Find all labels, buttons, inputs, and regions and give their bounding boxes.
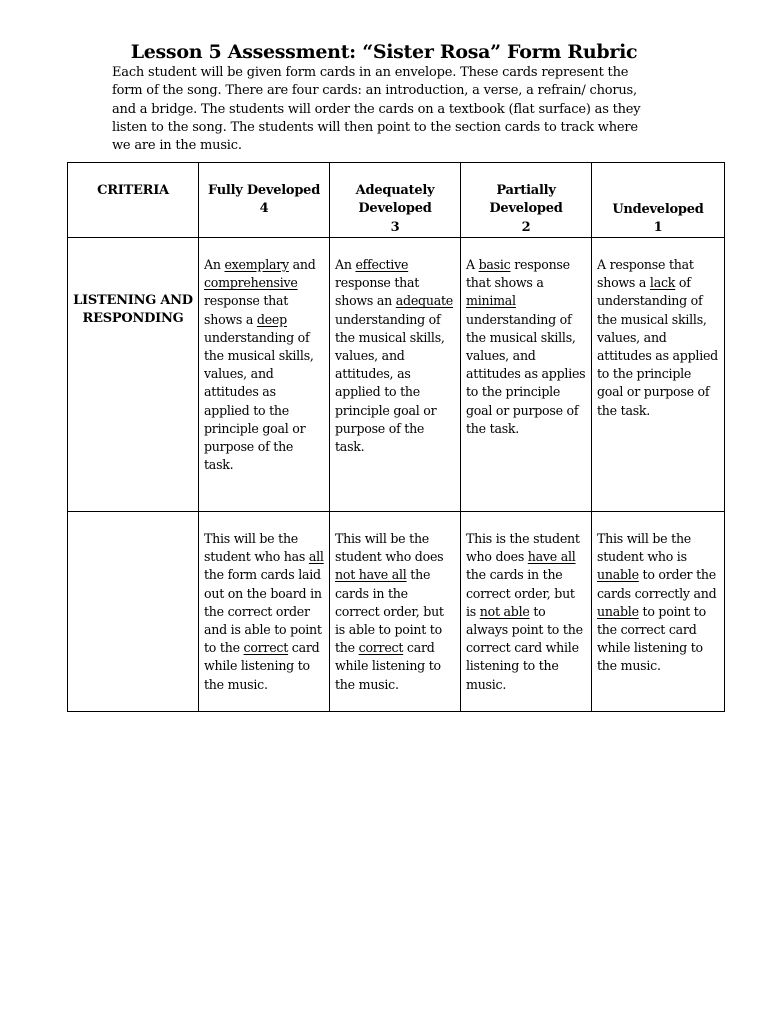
header-full-label: Fully Developed xyxy=(207,183,321,198)
cell-r2-undev xyxy=(592,512,725,712)
underlined-text: minimal xyxy=(466,293,516,309)
text-run: An xyxy=(204,257,225,272)
text-run: response that shows an xyxy=(335,275,420,309)
row-label-empty xyxy=(68,512,198,566)
text-run: to point to the correct card while listening to the music. xyxy=(597,603,706,674)
underlined-text: effective xyxy=(355,257,409,272)
header-adeq-score: 3 xyxy=(390,219,400,235)
text-run: the form cards laid out on the board in the correct order and is able to point to the xyxy=(204,567,322,656)
text-run: card while listening to the music. xyxy=(335,640,441,692)
cell-r2-adeq xyxy=(330,512,461,712)
underlined-text: unable xyxy=(597,603,639,619)
text-run: understanding of the musical skills, values, and attitudes as applied to the principle goal or purpose of the task. xyxy=(204,329,314,473)
text-run: card while listening to the music. xyxy=(204,640,320,692)
cell-r2-part xyxy=(461,512,592,712)
cell-r2-full xyxy=(199,512,330,712)
underlined-text: correct xyxy=(243,640,289,656)
underlined-text: comprehensive xyxy=(204,275,298,291)
text-run: This will be the student who does xyxy=(335,531,444,565)
header-partially-developed xyxy=(461,163,592,238)
text-run: This is the student who does xyxy=(466,531,580,565)
cell-r1-part xyxy=(461,238,592,512)
text-run: An xyxy=(335,257,356,272)
text-run: and xyxy=(288,257,316,272)
header-adeq-label-1: Adequately xyxy=(355,183,435,198)
underlined-text: not able xyxy=(479,603,530,619)
row-label-cell xyxy=(68,238,199,512)
text-run: This will be the student who has xyxy=(204,531,309,565)
text-run: the cards in the correct order, but is xyxy=(466,567,575,619)
underlined-text: exemplary xyxy=(224,257,289,272)
header-part-score: 2 xyxy=(521,219,531,235)
text-run: understanding of the musical skills, values, and attitudes as applies to the principle goal or purpose of the task. xyxy=(466,311,586,436)
underlined-text: all xyxy=(308,549,324,565)
underlined-text: deep xyxy=(256,311,287,327)
header-part-label-2: Developed xyxy=(489,201,563,217)
text-run: to always point to the correct card while listening to the music. xyxy=(466,603,583,692)
underlined-text: not have all xyxy=(335,567,407,583)
text-run: to order the cards correctly and xyxy=(597,567,717,601)
header-undev-score: 1 xyxy=(653,220,663,236)
text-run: This will be the student who is xyxy=(597,531,692,565)
header-full-score: 4 xyxy=(259,201,269,217)
cell-r1-adeq xyxy=(330,238,461,512)
header-part-label-1: Partially xyxy=(496,183,556,198)
rubric-table xyxy=(67,162,725,712)
text-run: response that shows a xyxy=(204,293,289,327)
text-run: A response that shows a xyxy=(597,257,694,291)
intro-paragraph: Each student will be given form cards in an envelope. These cards represent the form of the song. There are four cards: an introduction, a verse, a refrain/ chorus, and a bridge. The students will order the cards on a textbook (flat surface) as they listen to the song. The students will then point to the section cards to track where we are in the music. xyxy=(112,65,641,154)
header-undev-label: Undeveloped xyxy=(612,202,704,217)
table-row xyxy=(68,512,725,712)
text-run: A xyxy=(466,257,479,272)
text-run: response that shows a xyxy=(466,257,570,291)
cell-r1-full xyxy=(199,238,330,512)
header-adequately-developed xyxy=(330,163,461,238)
text-run: of understanding of the musical skills, values, and attitudes as applied to the principle goal or purpose of the task. xyxy=(597,275,718,418)
text-run: the cards in the correct order, but is able to point to the xyxy=(335,567,444,656)
header-criteria: CRITERIA xyxy=(68,163,199,238)
table-row xyxy=(68,238,725,512)
row-label-cell-empty xyxy=(68,512,199,712)
underlined-text: lack xyxy=(649,275,676,291)
header-adeq-label-2: Developed xyxy=(358,201,432,217)
row-label-listening-responding: LISTENING AND RESPONDING xyxy=(73,293,193,327)
text-run: understanding of the musical skills, values, and attitudes, as applied to the principle goal or purpose of the task. xyxy=(335,311,445,455)
header-undeveloped xyxy=(592,163,725,238)
underlined-text: have all xyxy=(527,549,576,565)
header-fully-developed xyxy=(199,163,330,238)
header-row xyxy=(68,163,725,238)
underlined-text: basic xyxy=(478,257,511,272)
document-title: Lesson 5 Assessment: “Sister Rosa” Form Rubric xyxy=(130,41,638,63)
underlined-text: unable xyxy=(597,567,639,583)
cell-r1-undev xyxy=(592,238,725,512)
underlined-text: correct xyxy=(358,640,404,656)
underlined-text: adequate xyxy=(395,293,453,309)
